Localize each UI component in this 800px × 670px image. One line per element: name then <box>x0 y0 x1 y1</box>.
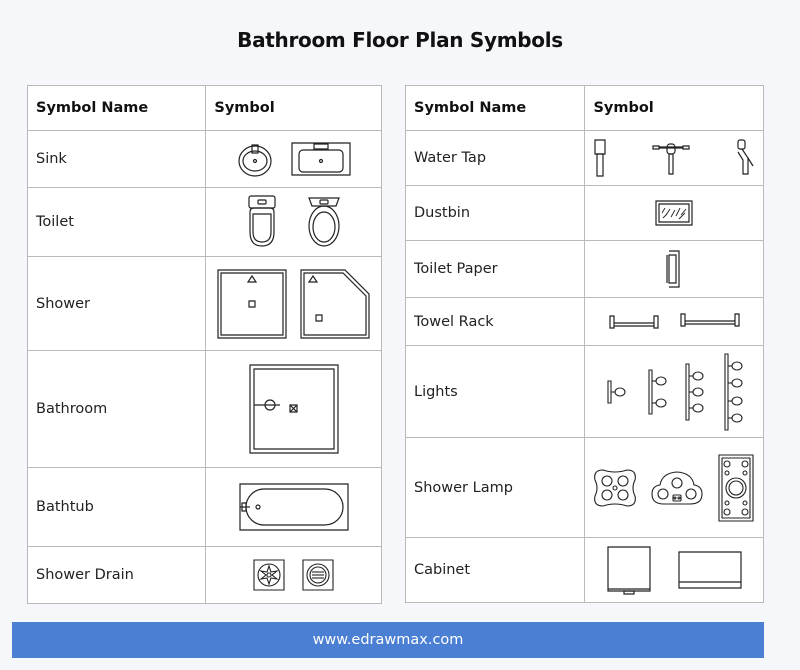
symbol-name: Cabinet <box>406 538 585 603</box>
round-drain-icon <box>302 559 334 591</box>
symbol-name: Bathroom <box>28 351 206 468</box>
symbol-cell <box>585 131 764 186</box>
symbol-cell <box>585 538 764 603</box>
footer-banner[interactable]: www.edrawmax.com <box>12 622 764 658</box>
symbol-name: Toilet Paper <box>406 241 585 298</box>
symbol-name: Shower Drain <box>28 547 206 604</box>
symbol-cell <box>585 186 764 241</box>
symbol-cell <box>585 298 764 346</box>
table-row <box>406 186 764 241</box>
symbol-name: Bathtub <box>28 468 206 547</box>
symbol-cell <box>206 547 382 604</box>
short-towel-rack-icon <box>608 312 660 332</box>
light-2-icon <box>646 352 668 432</box>
cabinet-square-icon <box>606 545 652 595</box>
symbol-cell <box>585 346 764 438</box>
shower-lamp-round-icon <box>593 468 637 508</box>
long-towel-rack-icon <box>679 312 741 332</box>
light-3-icon <box>683 352 705 432</box>
table-header-row <box>28 86 382 131</box>
corner-shower-icon <box>299 268 371 340</box>
light-4-icon <box>722 352 744 432</box>
column-header-name: Symbol Name <box>28 86 206 131</box>
right-symbol-table <box>405 85 764 603</box>
column-header-symbol: Symbol <box>585 86 764 131</box>
table-row <box>28 547 382 604</box>
table-row <box>28 131 382 188</box>
table-header-row <box>406 86 764 131</box>
left-symbol-table <box>27 85 382 604</box>
table-row <box>28 351 382 468</box>
toilet-icon <box>245 194 279 250</box>
symbol-name: Toilet <box>28 188 206 257</box>
symbol-cell <box>206 468 382 547</box>
symbol-cell <box>206 131 382 188</box>
table-row <box>406 346 764 438</box>
symbol-name: Towel Rack <box>406 298 585 346</box>
light-1-icon <box>605 352 627 432</box>
lever-tap-icon <box>734 138 756 178</box>
column-header-name: Symbol Name <box>406 86 585 131</box>
toilet-paper-icon <box>665 249 683 289</box>
table-row <box>406 298 764 346</box>
page-title: Bathroom Floor Plan Symbols <box>237 28 563 52</box>
symbol-cell <box>206 188 382 257</box>
shower-lamp-cloud-icon <box>650 468 704 508</box>
table-row <box>28 468 382 547</box>
symbol-cell <box>585 438 764 538</box>
floral-drain-icon <box>253 559 285 591</box>
table-row <box>406 438 764 538</box>
tap-icon <box>592 138 608 178</box>
table-row <box>406 538 764 603</box>
symbol-cell <box>206 351 382 468</box>
symbol-name: Shower <box>28 257 206 351</box>
symbol-name: Lights <box>406 346 585 438</box>
double-tap-icon <box>651 138 691 178</box>
table-row <box>406 131 764 186</box>
symbol-name: Sink <box>28 131 206 188</box>
shower-lamp-panel-icon <box>717 453 755 523</box>
column-header-symbol: Symbol <box>206 86 382 131</box>
symbol-name: Shower Lamp <box>406 438 585 538</box>
symbol-cell <box>585 241 764 298</box>
table-row <box>28 188 382 257</box>
symbol-name: Dustbin <box>406 186 585 241</box>
vanity-sink-icon <box>290 139 352 179</box>
table-row <box>28 257 382 351</box>
cabinet-wide-icon <box>677 550 743 590</box>
bathtub-icon <box>238 482 350 532</box>
symbol-name: Water Tap <box>406 131 585 186</box>
round-toilet-icon <box>306 194 342 250</box>
dustbin-icon <box>655 200 693 226</box>
table-row <box>406 241 764 298</box>
round-sink-icon <box>235 139 275 179</box>
square-shower-icon <box>216 268 288 340</box>
symbol-cell <box>206 257 382 351</box>
bathroom-layout-icon <box>248 363 340 455</box>
